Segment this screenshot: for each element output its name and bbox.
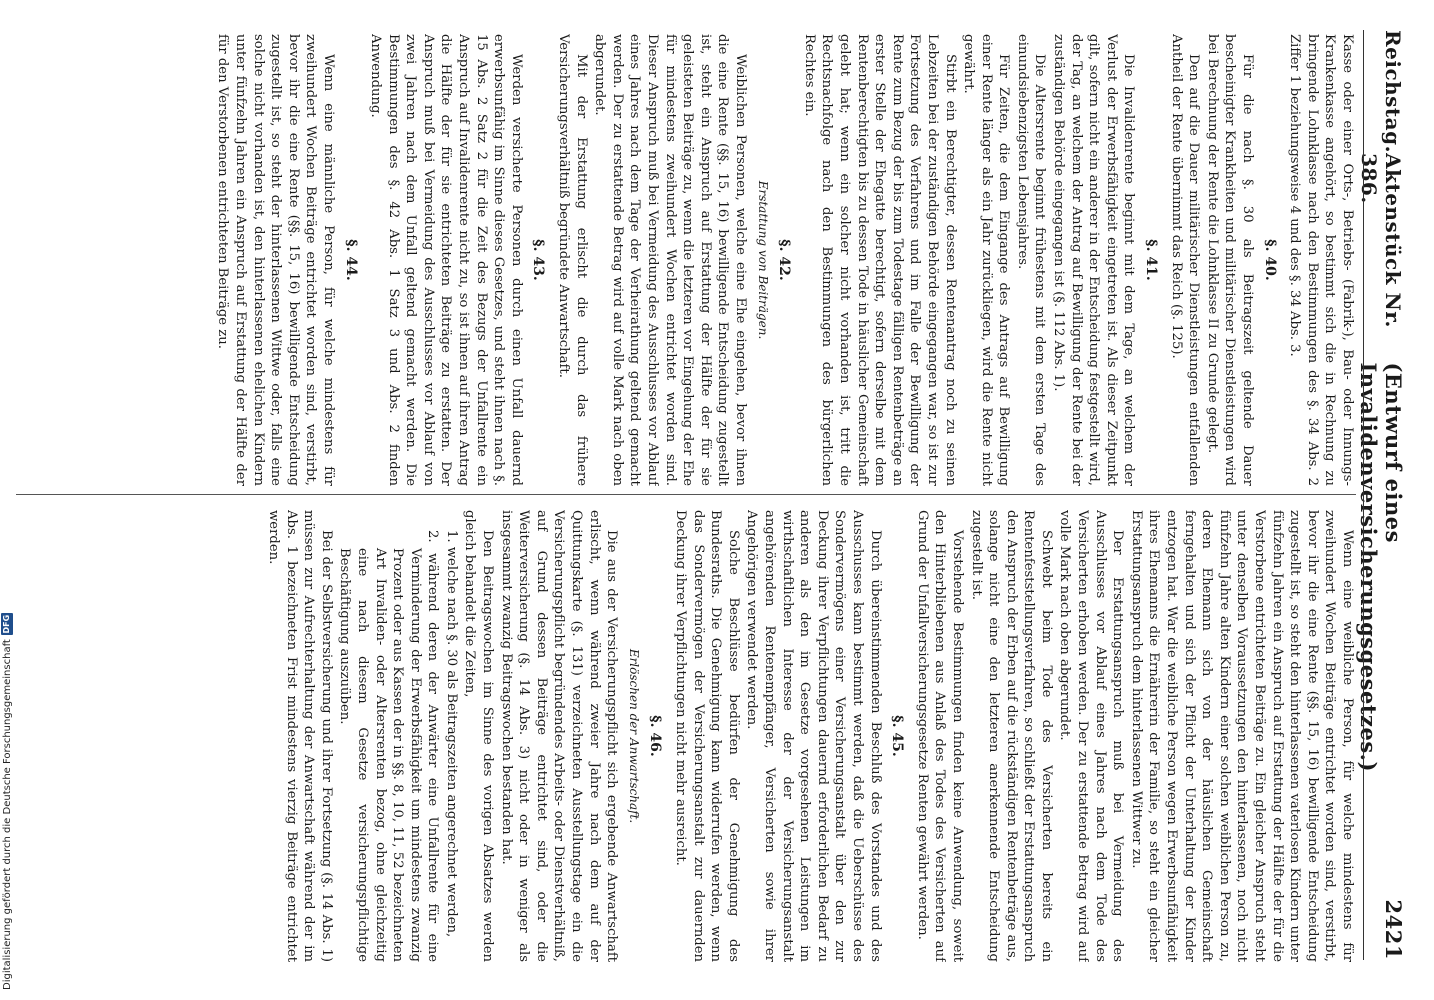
attribution-text: Digitalisierung gefördert durch die Deutsche Forschungsgemeinschaft (1, 639, 13, 990)
paragraph: Weiblichen Personen, welche eine Ehe eingehen, bevor ihnen die eine Rente (§§. 15, 16) bewilligende Entscheidung zugestellt ist, steht ein Anspruch auf Erstattung der Hälfte der für sie geleisteten Beiträge zu, wenn die letzteren vor Eingehung der Ehe für mindestens zweihundert Wochen entrichtet worden sind. Dieser Anspruch muß bei Vermeidung des Ausschlusses vor Ablauf eines Jahres nach dem Tage der Verheirathung geltend gemacht werden. Der zu erstattende Betrag wird auf volle Mark nach oben abgerundet. (592, 34, 748, 486)
section-heading-43: §. 43. (530, 239, 547, 281)
paragraph: Wenn eine männliche Person, für welche mindestens für zweihundert Wochen Beiträge entrichtet worden sind, verstirbt, bevor ihr die eine Rente (§§. 15, 16) bewilligende Entscheidung zugestellt ist, so steht der hinterlassenen Wittwe oder, falls eine solche nicht vorhanden ist, den hinterlassenen ehelichen Kindern unter fünfzehn Jahren ein Anspruch auf Erstattung der Hälfte der für den Verstorbenen entrichteten Beiträge zu. (215, 34, 336, 486)
section-heading-44: §. 44. (342, 239, 359, 281)
paragraph: Den Beitragswochen im Sinne des vorigen Absatzes werden gleich behandelt die Zeiten, (462, 510, 496, 962)
left-column (6, 34, 1356, 486)
header-center: Aktenstück Nr. 386. (1357, 153, 1405, 328)
paragraph: Für die nach §. 30 als Beitragszeit geltende Dauer bescheinigter Krankheiten und militärischer Dienstleistungen wird bei Berechnung der Rente die Lohnklasse II zu Grunde gelegt. (1204, 34, 1256, 486)
list-item: 1. welche nach §. 30 als Beitragszeiten angerechnet werden, (443, 530, 459, 938)
header-rule (1363, 30, 1364, 960)
section-heading-45: §. 45. (889, 715, 906, 757)
header-left: Reichstag. (1381, 30, 1405, 154)
paragraph: Solche Beschlüsse bedürfen der Genehmigung des Bundesraths. Die Genehmigung kann widerrufen werden, wenn das Sondervermögen der Versicherungsanstalt zur dauernden Deckung ihrer Verpflichtungen nicht mehr ausreicht. (673, 510, 741, 962)
paragraph: Mit der Erstattung erlischt die durch das frühere Versicherungsverhältniß begründete Anwartschaft. (556, 34, 589, 486)
paragraph: Der Erstattungsanspruch muß bei Vermeidung des Ausschlusses vor Ablauf eines Jahres nach dem Tode des Versicherten erhoben werden. Der zu erstattende Betrag wird auf volle Mark nach oben abgerundet. (1057, 510, 1126, 962)
paragraph: Wenn eine weibliche Person, für welche mindestens für zweihundert Wochen Beiträge entrichtet worden sind, verstirbt, bevor ihr die eine Rente (§§. 15, 16) bewilligende Entscheidung zugestellt ist, so steht den hinterlassenen vaterlosen Kindern unter fünfzehn Jahren ein Anspruch auf Erstattung der Hälfte der für die Verstorbene entrichteten Beiträge zu. Ein gleicher Anspruch steht unter denselben Voraussetzungen den hinterlassenen, noch nicht fünfzehn Jahre alten Kindern einer solchen weiblichen Person zu, deren Ehemann sich von der häuslichen Gemeinschaft ferngehalten und sich der Pflicht der Unterhaltung der Kinder entzogen hat. War die weibliche Person wegen Erwerbsunfähigkeit ihres Ehemanns die Ernährerin der Familie, so steht ein gleicher Erstattungsanspruch dem hinterlassenen Wittwer zu. (1128, 510, 1355, 962)
page-number: 2421 (1381, 899, 1406, 960)
column-divider (16, 494, 1356, 495)
header-title: (Entwurf eines Invalidenversicherungsgesetzes.) (1356, 362, 1406, 772)
paragraph: Vorstehende Bestimmungen finden keine Anwendung, soweit den Hinterbliebenen aus Anlaß des Todes des Versicherten auf Grund der Unfallversicherungsgesetze Renten gewährt werden. (914, 510, 965, 962)
paragraph: Durch übereinstimmenden Beschluß des Vorstandes und des Ausschusses kann bestimmt werden, daß die Ueberschüsse des Sondervermögens einer Versicherungsanstalt über den zur Deckung ihrer Verpflichtungen dauernd erforderlichen Bedarf zu anderen als den im Gesetze vorgesehenen Leistungen im wirthschaftlichen Interesse der der Versicherungsanstalt angehörenden Rentenempfänger, Versicherten sowie ihrer Angehörigen verwendet werden. (744, 510, 883, 962)
section-heading-41: §. 41. (1143, 239, 1160, 281)
dfg-logo-icon: DFG (2, 614, 11, 634)
section-heading-40: §. 40. (1261, 239, 1278, 281)
paragraph: Die Invalidenrente beginnt mit dem Tage, an welchem der Verlust der Erwerbsfähigkeit eingetreten ist. Als dieser Zeitpunkt gilt, sofern nicht ein anderer in der Entscheidung festgestellt wird, der Tag, an welchem der Antrag auf Bewilligung der Rente bei der zuständigen Behörde eingegangen ist (§. 112 Abs. 1). (1051, 34, 1137, 486)
right-column (6, 510, 1356, 962)
section-heading-42: §. 42. (776, 239, 793, 281)
document-page (16, 0, 1416, 1000)
page-header (1356, 30, 1406, 960)
paragraph: Für Zeiten, die dem Eingange des Antrags auf Bewilligung einer Rente länger als ein Jahr zurückliegen, wird die Rente nicht gewährt. (961, 34, 1012, 486)
paragraph: Stirbt ein Berechtigter, dessen Rentenantrag noch zu seinen Lebzeiten bei der zuständigen Behörde eingegangen war, so ist zur Fortsetzung des Verfahrens und im Falle der Bewilligung der Rente zum Bezug der bis zum Todestage fälligen Rentenbeträge an erster Stelle der Ehegatte berechtigt, sofern derselbe mit dem Rentenberechtigten bis zu dessen Tode in häuslicher Gemeinschaft gelebt hat; wenn ein solcher nicht vorhanden ist, tritt die Rechtsnachfolge nach den Bestimmungen des bürgerlichen Rechtes ein. (801, 34, 958, 486)
paragraph: Die aus der Versicherungspflicht sich ergebende Anwartschaft erlischt, wenn während zweier Jahre nach dem auf der Quittungskarte (§. 131) verzeichneten Ausstellungstage ein die Versicherungspflicht begründendes Arbeits- oder Dienstverhältniß, auf Grund dessen Beiträge entrichtet sind, oder die Weiterversicherung (§. 14 Abs. 3) nicht oder in weniger als insgesammt zwanzig Beitragswochen bestanden hat. (498, 510, 620, 962)
section-subheading: Erlöschen der Anwartschaft. (626, 648, 641, 824)
paragraph: Schwebt beim Tode des Versicherten bereits ein Rentenfeststellungsverfahren, so schließt der Erstattungsanspruch den Anspruch der Erben auf die rückständigen Rentenbeträge aus, solange nicht eine den letzteren anerkennende Entscheidung zugestellt ist. (968, 510, 1054, 962)
paragraph: Kasse oder einer Orts-, Betriebs- (Fabrik-), Bau- oder Innungs-Krankenkasse angehört, so bestimmt sich die in Rechnung zu bringende Lohnklasse nach den Bestimmungen des §. 34 Abs. 2 Ziffer 1 beziehungsweise 4 und des §. 34 Abs. 3. (1287, 34, 1355, 486)
paragraph: Werden versicherte Personen durch einen Unfall dauernd erwerbsunfähig im Sinne dieses Gesetzes, und steht ihnen nach §. 15 Abs. 2 Satz 2 für die Zeit des Bezugs der Unfallrente ein Anspruch auf Invalidenrente nicht zu, so ist ihnen auf ihren Antrag die Hälfte der für sie entrichteten Beiträge zu erstatten. Der Anspruch muß bei Vermeidung des Ausschlusses vor Ablauf von zwei Jahren nach dem Unfall geltend gemacht werden. Die Bestimmungen des §. 42 Abs. 1 Satz 3 und Abs. 2 finden Anwendung. (368, 34, 524, 486)
paragraph: Den auf die Dauer militärischer Dienstleistungen entfallenden Antheil der Rente übernimmt das Reich (§. 125). (1168, 34, 1202, 486)
paragraph: Bei der Selbstversicherung und ihrer Fortsetzung (§. 14 Abs. 1) müssen zur Aufrechterhaltung der Anwartschaft während der im Abs. 1 bezeichneten Frist mindestens vierzig Beiträge entrichtet werden. (265, 510, 334, 962)
list-item: 2. während deren der Anwärter eine Unfallrente für eine Verminderung der Erwerbsfähigkeit um mindestens zwanzig Prozent oder aus Kassen der in §§. 8, 10, 11, 52 bezeichneten Art Invaliden- oder Altersrenten bezog, ohne gleichzeitig eine nach diesem Gesetze versicherungspflichtige Beschäftigung auszuüben. (337, 530, 441, 962)
section-heading-46: §. 46. (647, 715, 664, 757)
section-subheading: Erstattung von Beiträgen. (755, 180, 770, 340)
paragraph: Die Altersrente beginnt frühestens mit dem ersten Tage des einundsiebenzigsten Lebensjahres. (1014, 34, 1048, 486)
